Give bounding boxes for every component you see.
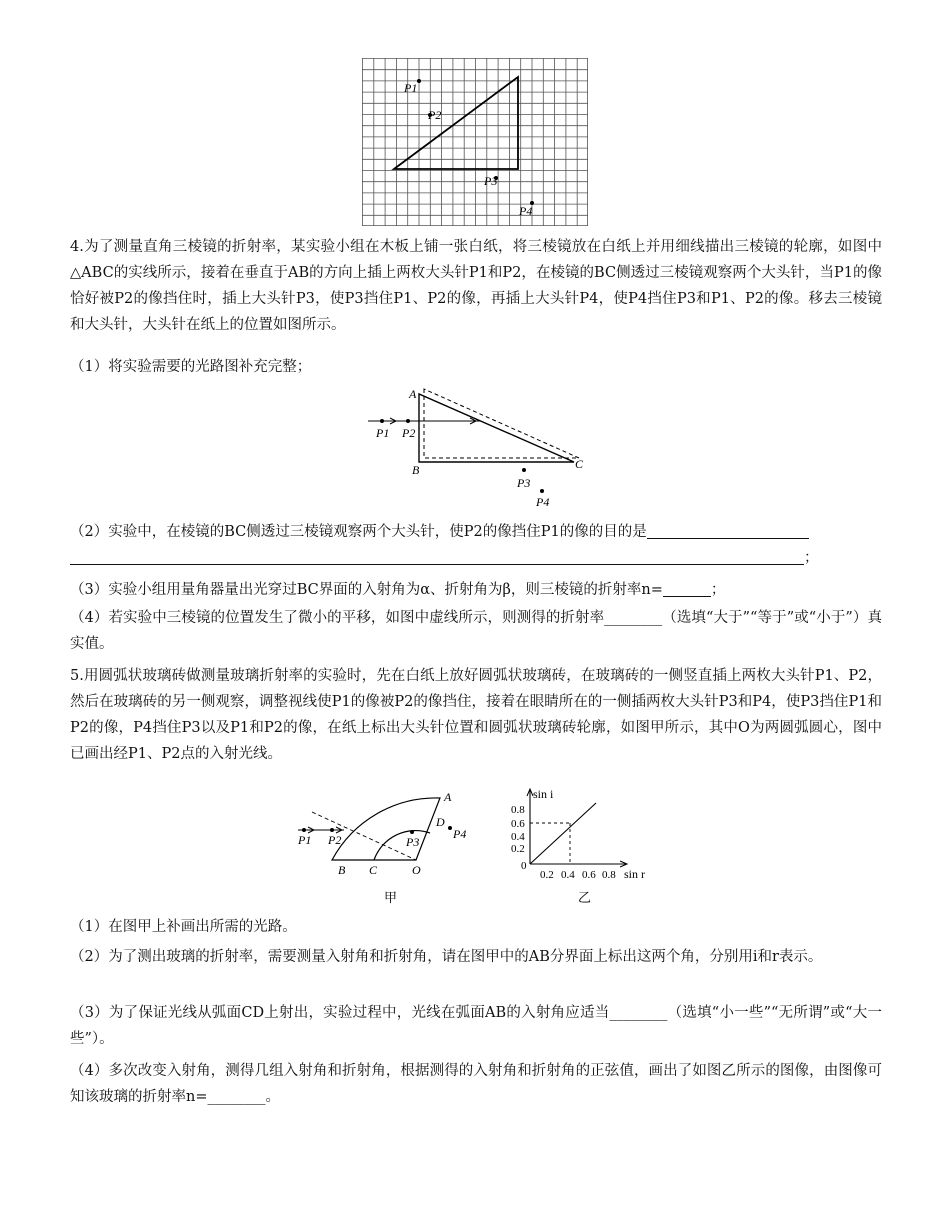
prism-solid [419,394,574,462]
label-a: A [444,790,452,804]
answer-blank[interactable] [663,580,711,597]
label-c: C [369,863,378,877]
glass-outline [332,798,440,860]
vertex-a: A [409,387,417,401]
vertex-b: B [412,463,420,477]
label-p3: P3 [406,835,420,849]
label-b: B [338,863,346,877]
pin-p2 [406,419,410,423]
q4-sub1: （1）将实验需要的光路图补充完整； [70,359,312,375]
y-tick: 0.6 [511,818,525,830]
x-axis-label: sin r [624,867,645,881]
pin-p1 [380,419,384,423]
label-p3: P3 [484,174,498,188]
label-p1: P1 [404,81,418,95]
label-o: O [412,863,421,877]
label-p2: P2 [328,833,342,847]
arc-glass-figure [292,784,482,909]
x-tick: 0.8 [602,869,616,881]
prism-dashed [424,389,579,458]
label-p3: P3 [517,476,531,490]
pin-p3 [522,468,526,472]
vertex-c: C [575,457,584,471]
answer-blank[interactable] [647,522,809,539]
x-tick: 0.4 [561,869,575,881]
pin-p1 [302,828,306,832]
q4-intro: 4.为了测量直角三棱镜的折射率，某实验小组在木板上铺一张白纸，将三棱镜放在白纸上并用细线描出三棱镜的轮廓，如图中△ABC的实线所示，接着在垂直于AB的方向上插上两枚大头针P1和P2，在棱镜的BC侧透过三棱镜观察两个大头针，当P1的像恰好被P2的像挡住时，插上大头针P3，使P3挡住P1、P2的像，再插上大头针P4，使P4挡住P3和P1、P2的像。移去三棱镜和大头针，大头针在纸上的位置如图所示。 [70,239,882,333]
q4-sub2: （2）实验中，在棱镜的BC侧透过三棱镜观察两个大头针，使P2的像挡住P1的像的目的是 ； [70,524,819,566]
grid-figure [362,58,588,226]
origin-label: 0 [521,860,527,872]
q5-sub1: （1）在图甲上补画出所需的光路。 [70,919,297,935]
label-d: D [436,815,445,829]
x-tick: 0.6 [582,869,596,881]
q5-sub4: （4）多次改变入射角，测得几组入射角和折射角，根据测得的入射角和折射角的正弦值，画出了如图乙所示的图像，由图像可知该玻璃的折射率n=________。 [70,1063,882,1105]
caption-jia: 甲 [384,890,398,905]
label-p2: P2 [428,108,442,122]
caption-yi: 乙 [578,890,592,905]
q5-sub2: （2）为了测出玻璃的折射率，需要测量入射角和折射角，请在图甲中的AB分界面上标出这两个角，分别用i和r表示。 [70,949,823,965]
grid-lines [362,58,588,226]
answer-blank[interactable] [70,548,804,565]
label-p1: P1 [298,833,312,847]
pin-dot [417,79,421,83]
label-p4: P4 [536,495,550,509]
pin-p4 [448,826,452,830]
q5-sub3: （3）为了保证光线从弧面CD上射出，实验过程中，光线在弧面AB的入射角应适当________（选填“小一些”“无所谓”或“大一些”）。 [70,1005,882,1047]
q4-sub3: （3）实验小组用量角器量出光穿过BC界面的入射角为α、折射角为β，则三棱镜的折射率n= ； [70,582,726,598]
pin-p4 [540,489,544,493]
y-tick: 0.2 [511,843,525,855]
sine-graph-figure [502,784,662,909]
pin-p2 [330,828,334,832]
pin-p3 [410,830,414,834]
q4-sub4: （4）若实验中三棱镜的位置发生了微小的平移，如图中虚线所示，则测得的折射率________（选填“大于”“等于”或“小于”）真实值。 [70,610,882,652]
prism-figure [362,384,602,514]
q4-sub3-text: （3）实验小组用量角器量出光穿过BC界面的入射角为α、折射角为β，则三棱镜的折射率n= [70,582,663,598]
data-line [530,803,596,864]
q4-sub2-text: （2）实验中，在棱镜的BC侧透过三棱镜观察两个大头针，使P2的像挡住P1的像的目的是 [70,524,647,540]
label-p4: P4 [519,204,533,218]
y-axis-label: sin i [533,787,554,801]
label-p1: P1 [376,426,390,440]
label-p4: P4 [453,827,467,841]
y-tick: 0.8 [511,804,525,816]
q5-intro: 5.用圆弧状玻璃砖做测量玻璃折射率的实验时，先在白纸上放好圆弧状玻璃砖，在玻璃砖的一侧竖直插上两枚大头针P1、P2，然后在玻璃砖的另一侧观察，调整视线使P1的像被P2的像挡住，接着在眼睛所在的一侧插两枚大头针P3和P4，使P3挡住P1和P2的像，P4挡住P3以及P1和P2的像，在纸上标出大头针位置和圆弧状玻璃砖轮廓，如图甲所示，其中O为两圆弧圆心，图中已画出经P1、P2点的入射光线。 [70,668,882,762]
x-tick: 0.2 [540,869,554,881]
label-p2: P2 [402,426,416,440]
y-tick: 0.4 [511,831,525,843]
